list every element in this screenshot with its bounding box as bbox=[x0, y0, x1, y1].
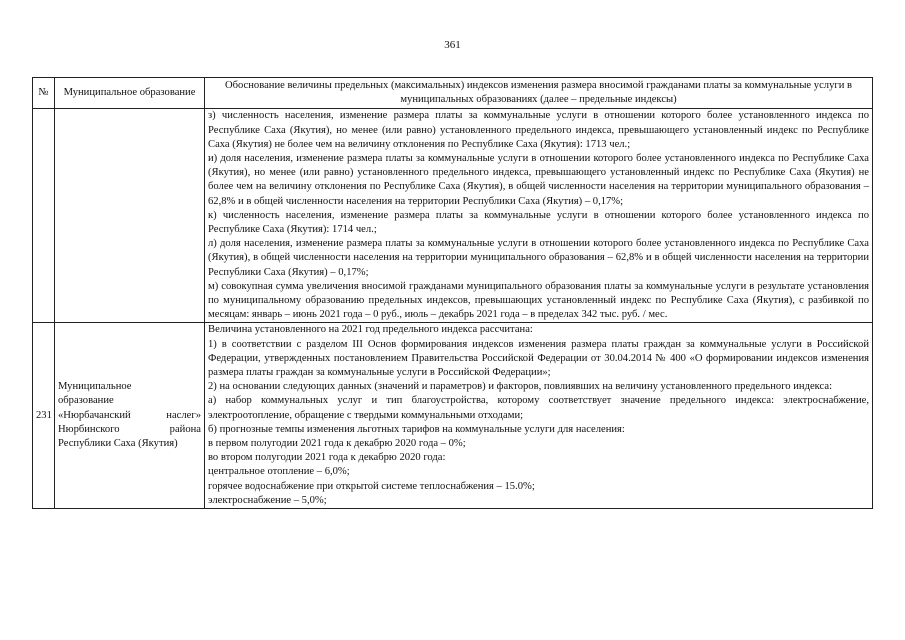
municipality-line: «Нюрбачанский наслег» bbox=[58, 409, 201, 421]
justification-paragraph: з) численность населения, изменение размера платы за коммунальные услуги в отношении которого более установленного индекса по Республике Саха (Якутия), но менее (или равно) установленного предельного индекса, превышающего установленный индекс по Республике Саха (Якутия) не более чем на величину отклонения по Республике Саха (Якутия): 1713 чел.; bbox=[208, 110, 869, 150]
municipality-line: Муниципальное bbox=[58, 381, 132, 393]
document-table bbox=[32, 77, 873, 509]
page-number: 361 bbox=[444, 39, 461, 51]
justification-paragraph: 2) на основании следующих данных (значений и параметров) и факторов, повлиявших на величину установленного предельного индекса: bbox=[208, 381, 833, 393]
justification-paragraph: м) совокупная сумма увеличения вносимой гражданами муниципального образования платы за коммунальные услуги в результате установления по муниципальному образованию предельных индексов, превышающих установленный индекс по Республике Саха (Якутия), с разбивкой по месяцам: январь – июнь 2021 года – 0 руб., июль – декабрь 2021 года – в пределах 342 тыс. руб. / мес. bbox=[208, 280, 869, 321]
header-municipality: Муниципальное образование bbox=[55, 78, 205, 109]
municipality-line: образование bbox=[58, 395, 114, 407]
justification-cell bbox=[205, 109, 873, 323]
justification-paragraph: во втором полугодии 2021 года к декабрю 2020 года: bbox=[208, 452, 446, 464]
justification-paragraph: горячее водоснабжение при открытой системе теплоснабжения – 15.0%; bbox=[208, 480, 535, 492]
municipality-line: Республики Саха (Якутия) bbox=[58, 438, 178, 450]
header-number: № bbox=[33, 78, 55, 109]
justification-paragraph: электроснабжение – 5,0%; bbox=[208, 494, 327, 506]
justification-paragraph: центральное отопление – 6,0%; bbox=[208, 466, 350, 478]
justification-paragraph: б) прогнозные темпы изменения льготных тарифов на коммунальные услуги для населения: bbox=[208, 423, 625, 435]
table-row bbox=[33, 109, 873, 323]
justification-paragraph: а) набор коммунальных услуг и тип благоустройства, которому соответствует значение предельного индекса: электроснабжение, электроотопление, обращение с твердыми коммунальными отходами; bbox=[208, 395, 869, 421]
justification-paragraph: 1) в соответствии с разделом III Основ формирования индексов изменения размера платы граждан за коммунальные услуги в Российской Федерации, утвержденных постановлением Правительства Российской Федерации от 30.04.2014 № 400 «О формировании индексов изменения размера платы граждан за коммунальные услуги в Российской Федерации»; bbox=[208, 338, 869, 379]
table-row bbox=[33, 323, 873, 509]
row-number-cell: 231 bbox=[33, 323, 55, 509]
justification-paragraph: л) доля населения, изменение размера платы за коммунальные услуги в отношении которого более установленного индекса по Республике Саха (Якутия), в общей численности населения на территории муниципального образования – 62,8% и в общей численности населения на территории Республики Саха (Якутия) – 0,17%; bbox=[208, 238, 869, 278]
table-header-row bbox=[33, 78, 873, 109]
municipality-line: Нюрбинского района bbox=[58, 423, 201, 435]
justification-paragraph: к) численность населения, изменение размера платы за коммунальные услуги в отношении которого более установленного индекса по Республике Саха (Якутия): 1714 чел.; bbox=[208, 209, 869, 236]
justification-paragraph: в первом полугодии 2021 года к декабрю 2020 года – 0%; bbox=[208, 438, 466, 450]
header-justification: Обоснование величины предельных (максимальных) индексов изменения размера вносимой гражданами платы за коммунальные услуги в муниципальных образованиях (далее – предельные индексы) bbox=[205, 78, 873, 109]
municipality-cell bbox=[55, 323, 205, 509]
row-number-cell bbox=[33, 109, 55, 323]
justification-paragraph: и) доля населения, изменение размера платы за коммунальные услуги в отношении которого более установленного индекса по Республике Саха (Якутия), но менее (или равно) установленного предельного индекса, превышающего установленный индекс по Республике Саха (Якутия) не более чем на величину отклонения по Республике Саха (Якутия), в общей численности населения на территории муниципального образования – 62,8% и в общей численности населения на территории Республики Саха (Якутия) – 0,17%; bbox=[208, 153, 869, 207]
justification-paragraph: Величина установленного на 2021 год предельного индекса рассчитана: bbox=[208, 324, 533, 336]
justification-cell bbox=[205, 323, 873, 509]
municipality-cell bbox=[55, 109, 205, 323]
